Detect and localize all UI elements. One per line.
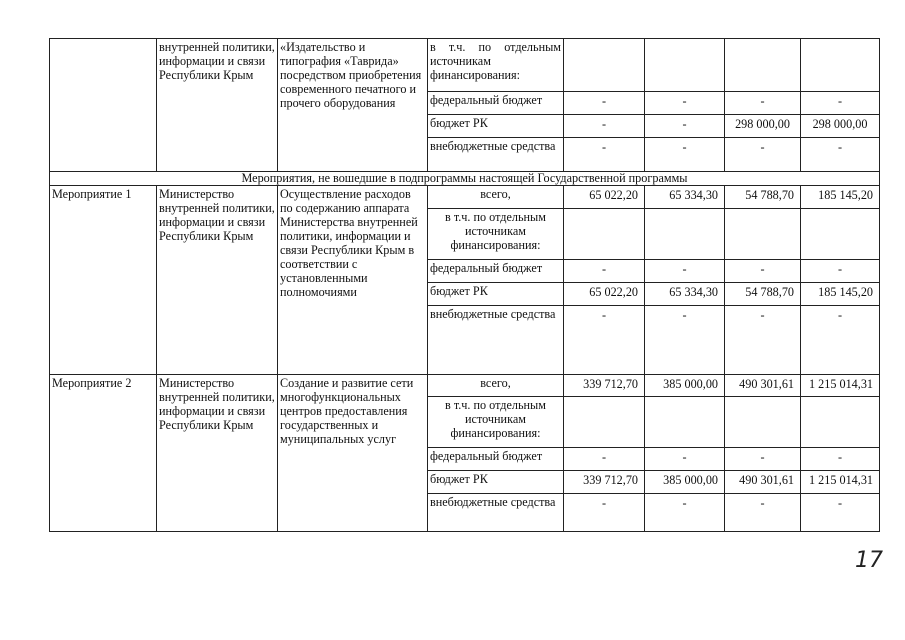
value-cell: - (645, 306, 725, 375)
measure-name-cell (50, 39, 157, 172)
source-cell: всего, (428, 186, 564, 209)
executor-cell: внутренней политики, информации и связи Республики Крым (157, 39, 278, 172)
executor-cell: Министерство внутренней политики, информации и связи Республики Крым (157, 186, 278, 375)
value-cell: 65 022,20 (564, 186, 645, 209)
source-cell: бюджет РК (428, 471, 564, 494)
value-cell: 490 301,61 (725, 375, 801, 397)
source-cell: бюджет РК (428, 115, 564, 138)
value-cell: 339 712,70 (564, 375, 645, 397)
source-cell: всего, (428, 375, 564, 397)
source-cell: федеральный бюджет (428, 92, 564, 115)
value-cell: 298 000,00 (725, 115, 801, 138)
value-cell (801, 397, 880, 448)
value-cell: - (801, 138, 880, 172)
value-cell: - (725, 448, 801, 471)
table-row (50, 186, 880, 209)
value-cell (645, 39, 725, 92)
value-cell (564, 209, 645, 260)
source-cell: в т.ч. по отдельным источникам финансирования: (428, 397, 564, 448)
value-cell (725, 39, 801, 92)
source-cell: внебюджетные средства (428, 306, 564, 375)
description-cell: Осуществление расходов по содержанию аппарата Министерства внутренней политики, информации и связи Республики Крым в соответствии с установленными полномочиями (278, 186, 428, 375)
value-cell: - (801, 260, 880, 283)
value-cell: - (725, 92, 801, 115)
source-cell: внебюджетные средства (428, 138, 564, 172)
value-cell: - (564, 138, 645, 172)
value-cell: - (645, 448, 725, 471)
source-cell: внебюджетные средства (428, 494, 564, 532)
section-row (50, 172, 880, 186)
value-cell: 1 215 014,31 (801, 471, 880, 494)
value-cell: 385 000,00 (645, 471, 725, 494)
value-cell: - (725, 138, 801, 172)
value-cell (645, 397, 725, 448)
value-cell: - (564, 448, 645, 471)
value-cell: - (645, 92, 725, 115)
source-cell: федеральный бюджет (428, 448, 564, 471)
value-cell: 185 145,20 (801, 283, 880, 306)
value-cell: - (801, 448, 880, 471)
value-cell: 54 788,70 (725, 283, 801, 306)
value-cell (564, 39, 645, 92)
value-cell: - (564, 306, 645, 375)
value-cell: 490 301,61 (725, 471, 801, 494)
value-cell (801, 39, 880, 92)
value-cell: 65 022,20 (564, 283, 645, 306)
value-cell: 1 215 014,31 (801, 375, 880, 397)
value-cell: - (801, 306, 880, 375)
value-cell: - (801, 92, 880, 115)
value-cell: - (645, 115, 725, 138)
handwritten-page-number: 17 (855, 548, 883, 573)
value-cell: - (725, 494, 801, 532)
section-title: Мероприятия, не вошедшие в подпрограммы настоящей Государственной программы (50, 172, 880, 186)
value-cell: - (564, 260, 645, 283)
source-cell: бюджет РК (428, 283, 564, 306)
value-cell: 65 334,30 (645, 186, 725, 209)
value-cell: - (725, 260, 801, 283)
value-cell: 298 000,00 (801, 115, 880, 138)
value-cell (725, 209, 801, 260)
value-cell: - (725, 306, 801, 375)
value-cell: 54 788,70 (725, 186, 801, 209)
value-cell: 385 000,00 (645, 375, 725, 397)
budget-table (49, 38, 880, 532)
value-cell (725, 397, 801, 448)
description-cell: Создание и развитие сети многофункциональных центров предоставления государственных и муниципальных услуг (278, 375, 428, 532)
value-cell (564, 397, 645, 448)
source-cell: федеральный бюджет (428, 260, 564, 283)
source-cell: в т.ч. по отдельным источникам финансирования: (428, 209, 564, 260)
value-cell: - (564, 494, 645, 532)
table-row (50, 39, 880, 92)
value-cell: - (564, 92, 645, 115)
value-cell: 185 145,20 (801, 186, 880, 209)
value-cell (801, 209, 880, 260)
value-cell: - (801, 494, 880, 532)
value-cell: - (645, 260, 725, 283)
table-row (50, 375, 880, 397)
value-cell: 65 334,30 (645, 283, 725, 306)
value-cell (645, 209, 725, 260)
value-cell: - (564, 115, 645, 138)
executor-cell: Министерство внутренней политики, информации и связи Республики Крым (157, 375, 278, 532)
value-cell: 339 712,70 (564, 471, 645, 494)
value-cell: - (645, 494, 725, 532)
description-cell: «Издательство и типография «Таврида» посредством приобретения современного печатного и прочего оборудования (278, 39, 428, 172)
measure-name-cell: Мероприятие 2 (50, 375, 157, 532)
source-cell: в т.ч. по отдельным источникам финансирования: (428, 39, 564, 92)
measure-name-cell: Мероприятие 1 (50, 186, 157, 375)
value-cell: - (645, 138, 725, 172)
